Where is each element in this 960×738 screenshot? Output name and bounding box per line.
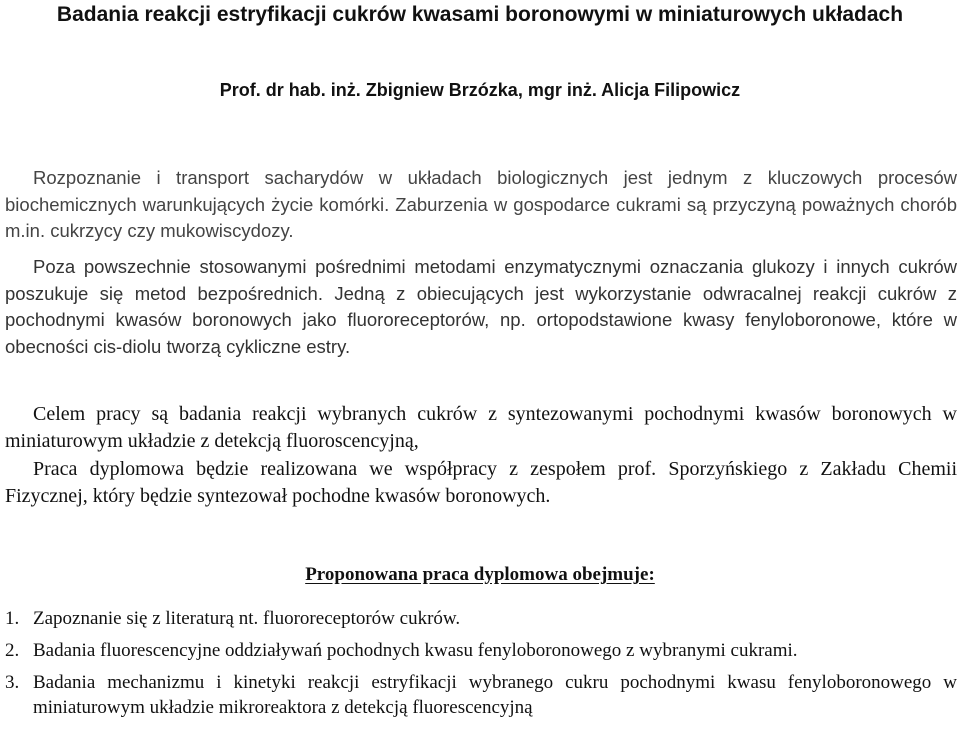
list-item-text: Zapoznanie się z literaturą nt. fluororeceptorów cukrów.	[33, 608, 461, 629]
list-item	[5, 638, 957, 663]
task-list	[5, 606, 957, 727]
list-item-text: Badania fluorescencyjne oddziaływań pochodnych kwasu fenyloboronowego z wybranymi cukrami.	[33, 640, 798, 661]
document-title: Badania reakcji estryfikacji cukrów kwasami boronowymi w miniaturowych układach	[56, 3, 904, 26]
paragraph-1: Rozpoznanie i transport sacharydów w układach biologicznych jest jednym z kluczowych procesów biochemicznych warunkujących życie komórki. Zaburzenia w gospodarce cukrami są przyczyną poważnych chorób m.in. cukrzycy czy mukowiscydozy.	[5, 167, 957, 241]
list-item-number: 1.	[5, 608, 20, 629]
list-item	[5, 606, 957, 631]
paragraph-3: Celem pracy są badania reakcji wybranych cukrów z syntezowanymi pochodnymi kwasów boronowych w miniaturowym układzie z detekcją fluoroscencyjną,	[5, 403, 957, 452]
paragraph-2: Poza powszechnie stosowanymi pośrednimi metodami enzymatycznymi oznaczania glukozy i innych cukrów poszukuje się metod bezpośrednich. Jedną z obiecujących jest wykorzystanie odwracalnej reakcji cukrów z pochodnymi kwasów boronowych jako fluororeceptorów, np. ortopodstawione kwasy fenyloboronowe, które w obecności cis-diolu tworzą cykliczne estry.	[5, 256, 957, 357]
list-item-text: Badania mechanizmu i kinetyki reakcji estryfikacji wybranego cukru pochodnymi kwasu fenyloboronowego w miniaturowym układzie mikroreaktora z detekcją fluorescencyjną	[33, 672, 957, 718]
paragraph-4: Praca dyplomowa będzie realizowana we współpracy z zespołem prof. Sporzyńskiego z Zakładu Chemii Fizycznej, który będzie syntezował pochodne kwasów boronowych.	[5, 458, 957, 507]
list-item-number: 3.	[5, 672, 20, 693]
authors-line: Prof. dr hab. inż. Zbigniew Brzózka, mgr inż. Alicja Filipowicz	[219, 80, 741, 100]
list-item	[5, 670, 957, 720]
list-heading: Proponowana praca dyplomowa obejmuje:	[305, 564, 655, 585]
list-item-number: 2.	[5, 640, 20, 661]
